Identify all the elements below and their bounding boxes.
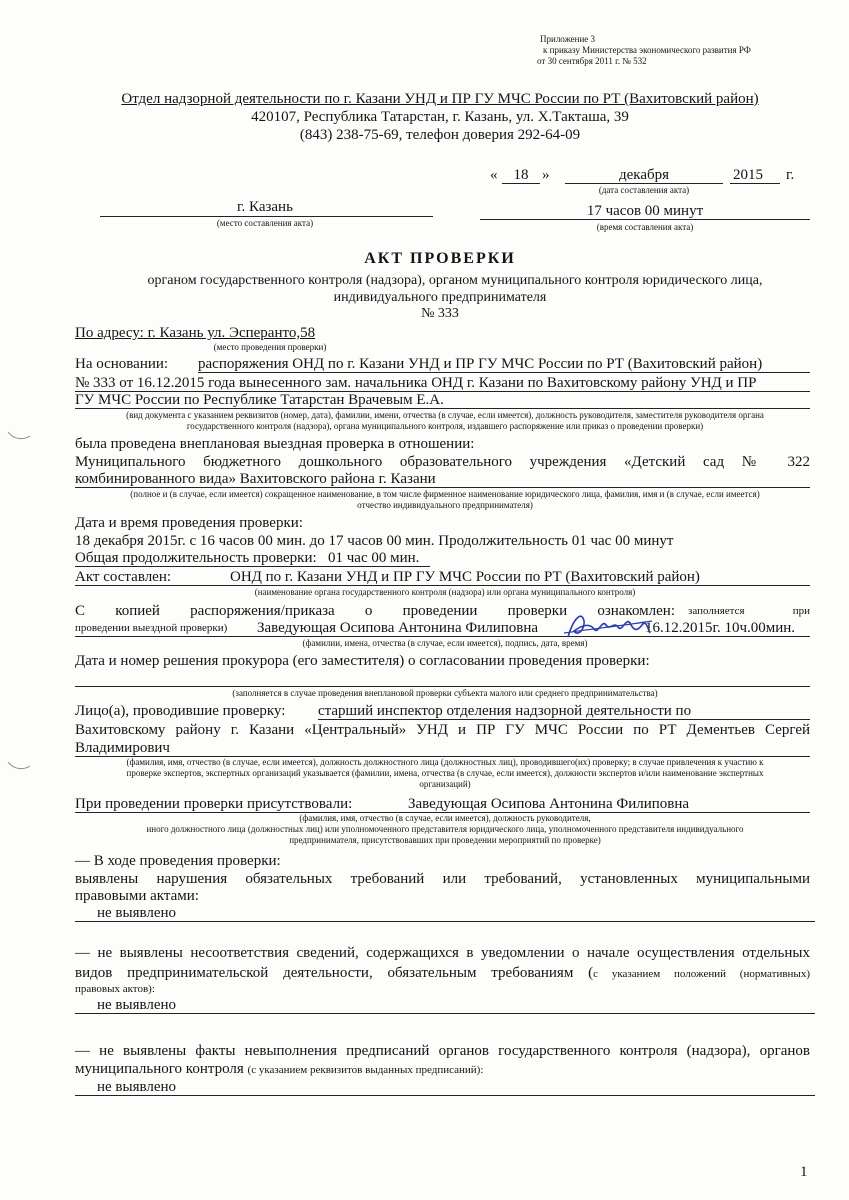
- findings-intro: — В ходе проведения проверки:: [75, 853, 281, 869]
- place-caption: (место составления акта): [216, 218, 314, 228]
- datetime-total-label: Общая продолжительность проверки:: [75, 550, 317, 566]
- inspection-caption2: отчество индивидуального предпринимателя): [357, 500, 533, 510]
- datetime-total-rule: [75, 566, 430, 567]
- basis-line3-rule: [75, 408, 810, 409]
- basis-caption1: (вид документа с указанием реквизитов (номер, дата), фамилии, имени, отчества (в случае, если имеется), должность руководителя, заместителя руководителя органа: [126, 410, 764, 420]
- inspectors-value1: старший инспектор отделения надзорной деятельности по: [318, 703, 692, 719]
- date-month-line: [565, 183, 723, 184]
- prosecutor-rule: [75, 686, 810, 687]
- inspection-intro: была проведена внеплановая выездная проверка в отношении:: [75, 436, 475, 452]
- compiled-rule: [75, 585, 810, 586]
- inspection-caption1: (полное и (в случае, если имеется) сокращенное наименование, в том числе фирменное наименование юридического лица, фамилия, имя и (в случае, если имеется): [130, 489, 760, 499]
- acquainted-line1-text: С копией распоряжения/приказа о проведении проверки ознакомлен:: [75, 603, 675, 619]
- datetime-label: Дата и время проведения проверки:: [75, 515, 303, 531]
- binding-hole-mark: [4, 426, 34, 446]
- prosecutor-label: Дата и номер решения прокурора (его заместителя) о согласовании проведения проверки:: [75, 653, 650, 669]
- date-caption: (дата составления акта): [598, 185, 690, 195]
- findings-prescriptions-rule: [75, 1095, 815, 1096]
- datetime-value: 18 декабря 2015г. с 16 часов 00 мин. до 17 часов 00 мин. Продолжительность 01 час 00 минут: [75, 533, 674, 549]
- appendix-line2: к приказу Министерства экономического развития РФ: [543, 45, 751, 55]
- date-year-suffix: г.: [786, 167, 795, 183]
- findings-inconsistency2: [75, 964, 810, 983]
- findings-violations2: правовыми актами:: [75, 888, 199, 904]
- findings-inconsistency1: — не выявлены несоответствия сведений, содержащихся в уведомлении о начале осуществления отдельных: [75, 945, 810, 961]
- findings-violations-value: не выявлено: [97, 905, 177, 921]
- inspectors-caption3: организаций): [419, 779, 471, 789]
- header-org: Отдел надзорной деятельности по г. Казани УНД и ПР ГУ МЧС России по РТ (Вахитовский район): [121, 91, 759, 107]
- time-value: 17 часов 00 минут: [586, 203, 704, 219]
- act-title: АКТ ПРОВЕРКИ: [364, 250, 516, 267]
- present-label: При проведении проверки присутствовали:: [75, 796, 353, 812]
- findings-violations1: выявлены нарушения обязательных требований или требований, установленных муниципальными: [75, 871, 810, 887]
- binding-hole-mark: [4, 756, 34, 776]
- act-number: № 333: [421, 306, 459, 321]
- compiled-caption: (наименование органа государственного контроля (надзора) или органа муниципального контроля): [254, 587, 636, 597]
- address-caption: (место проведения проверки): [213, 342, 327, 352]
- appendix-line3: от 30 сентября 2011 г. № 532: [537, 56, 647, 66]
- date-year-line: [730, 183, 780, 184]
- prosecutor-caption: (заполняется в случае проведения внеплановой проверки субъекта малого или среднего предпринимательства): [232, 688, 658, 698]
- acquainted-line2-note: проведении выездной проверки): [75, 622, 228, 634]
- inspection-rule: [75, 487, 810, 488]
- date-month: декабря: [618, 167, 670, 183]
- findings-inconsistency3: правовых актов):: [75, 983, 155, 995]
- present-caption3: предпринимателя, присутствовавших при проведении мероприятий по проверке): [289, 835, 601, 845]
- findings-prescriptions2-small: (с указанием реквизитов выданных предписаний):: [247, 1064, 484, 1076]
- findings-inconsistency-rule: [75, 1013, 815, 1014]
- time-line: [480, 219, 810, 220]
- present-caption2: иного должностного лица (должностных лиц) или уполномоченного представителя юридического лица, уполномоченного представителя индивидуального: [146, 824, 744, 834]
- datetime-total-value: 01 час 00 мин.: [328, 550, 420, 566]
- time-caption: (время составления акта): [596, 222, 694, 232]
- findings-inconsistency2-main: видов предпринимательской деятельности, обязательным требованиям (: [75, 965, 594, 981]
- basis-label: На основании:: [75, 356, 169, 372]
- date-day: 18: [513, 167, 529, 183]
- header-phone: (843) 238-75-69, телефон доверия 292-64-09: [299, 127, 581, 143]
- page-number: 1: [800, 1164, 808, 1180]
- present-value: Заведующая Осипова Антонина Филиповна: [408, 796, 690, 812]
- acquainted-caption: (фамилии, имена, отчества (в случае, если имеется), подпись, дата, время): [302, 638, 588, 648]
- findings-prescriptions2: [75, 1060, 483, 1079]
- place-line: [100, 216, 433, 217]
- compiled-value: ОНД по г. Казани УНД и ПР ГУ МЧС России по РТ (Вахитовский район): [230, 569, 700, 585]
- place-value: г. Казань: [237, 199, 293, 215]
- date-open-quote: «: [490, 167, 498, 183]
- header-address: 420107, Республика Татарстан, г. Казань, ул. Х.Такташа, 39: [251, 109, 629, 125]
- act-subtitle2: индивидуального предпринимателя: [333, 290, 547, 305]
- findings-prescriptions1: — не выявлены факты невыполнения предписаний органов государственного контроля (надзора), органов: [75, 1043, 810, 1059]
- inspectors-rule1: [318, 719, 810, 720]
- basis-caption2: государственного контроля (надзора), органа муниципального контроля, издавшего распоряжение или приказ о проведении проверки): [186, 421, 704, 431]
- basis-line2: № 333 от 16.12.2015 года вынесенного зам. начальника ОНД г. Казани по Вахитовскому району УНД и ПР: [75, 375, 757, 391]
- inspectors-value2: Вахитовскому району г. Казани «Центральный» УНД и ПР ГУ МЧС России по РТ Дементьев Сергей: [75, 722, 810, 738]
- findings-inconsistency2-small: с указанием положений (нормативных): [593, 968, 810, 980]
- address-label: По адресу: г. Казань ул. Эсперанто,58: [75, 325, 316, 341]
- findings-prescriptions2-main: муниципального контроля: [75, 1061, 244, 1077]
- basis-line1: распоряжения ОНД по г. Казани УНД и ПР ГУ МЧС России по РТ (Вахитовский район): [198, 356, 763, 372]
- appendix-line1: Приложение 3: [540, 34, 596, 44]
- inspection-entity2: комбинированного вида» Вахитовского района г. Казани: [75, 471, 436, 487]
- findings-violations-rule: [75, 921, 815, 922]
- signature-handwritten: [560, 607, 655, 645]
- acquainted-line2-date: 16.12.2015г. 10ч.00мин.: [645, 620, 796, 636]
- present-caption1: (фамилия, имя, отчество (в случае, если имеется), должность руководителя,: [299, 813, 591, 823]
- inspectors-label: Лицо(а), проводившие проверку:: [75, 703, 286, 719]
- compiled-label: Акт составлен:: [75, 569, 172, 585]
- findings-prescriptions-value: не выявлено: [97, 1079, 177, 1095]
- acquainted-fill-note: заполняется при: [688, 605, 810, 617]
- basis-line1-rule: [198, 372, 810, 373]
- basis-line3: ГУ МЧС России по Республике Татарстан Врачевым Е.А.: [75, 392, 444, 408]
- inspectors-value3: Владимирович: [75, 740, 170, 756]
- act-subtitle1: органом государственного контроля (надзора), органом муниципального контроля юридического лица,: [147, 273, 763, 288]
- inspection-entity1: Муниципального бюджетного дошкольного образовательного учреждения «Детский сад № 322: [75, 454, 810, 470]
- inspectors-caption1: (фамилия, имя, отчество (в случае, если имеется), должность должностного лица (должностных лиц), проводившего(их) проверку; в случае привлечения к участию к: [126, 757, 764, 767]
- acquainted-rule: [75, 636, 810, 637]
- date-close-quote: »: [542, 167, 550, 183]
- date-day-line: [502, 183, 540, 184]
- date-year: 2015: [733, 167, 763, 183]
- inspectors-caption2: проверке экспертов, экспертных организаций указывается (фамилии, имена, отчества (в случае, если имеется), должности экспертов и/или наименование экспертных: [126, 768, 764, 778]
- findings-inconsistency-value: не выявлено: [97, 997, 177, 1013]
- acquainted-line2-value: Заведующая Осипова Антонина Филиповна: [257, 620, 539, 636]
